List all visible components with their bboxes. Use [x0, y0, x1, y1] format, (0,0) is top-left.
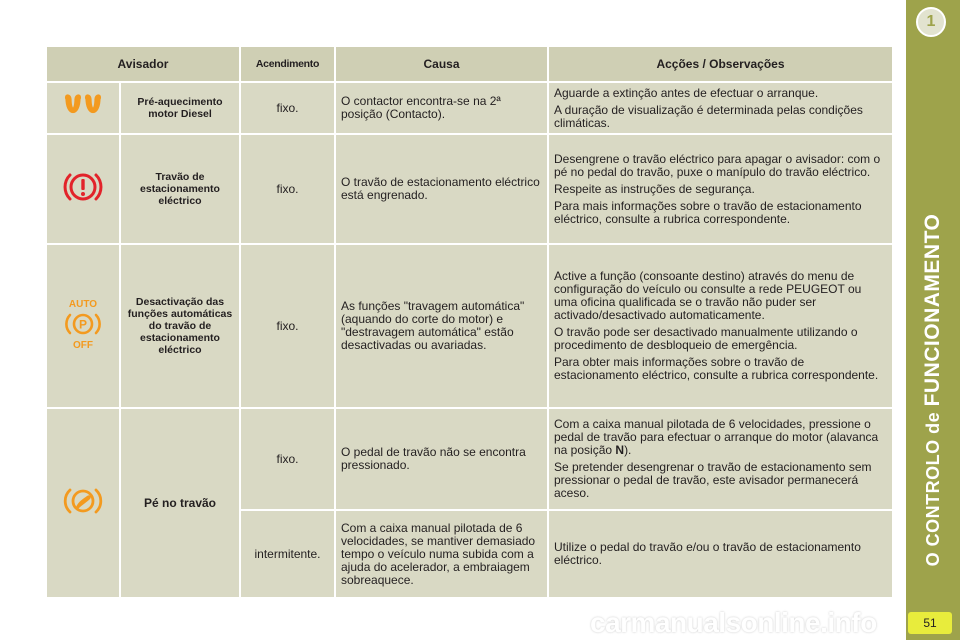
warning-name: Pé no travão	[120, 408, 240, 598]
table-row	[46, 244, 893, 408]
cause-text: As funções "travagem automática" (aquando do corte do motor) e "destravagem automática" estão desactivadas ou avariadas.	[335, 244, 548, 408]
header-lighting: Acendimento	[240, 46, 335, 82]
warning-name: Travão de estacionamento eléctrico	[120, 134, 240, 244]
cause-text: Com a caixa manual pilotada de 6 velocidades, se mantiver demasiado tempo o veículo numa subida com a ajuda do acelerador, a embraiagem sobreaquece.	[335, 510, 548, 598]
foot-on-brake-icon	[63, 486, 103, 516]
action-paragraph: Para mais informações sobre o travão de estacionamento eléctrico, consulte a rubrica correspondente.	[554, 198, 862, 226]
auto-p-off-icon	[62, 297, 104, 351]
lighting-state: fixo.	[240, 408, 335, 510]
action-paragraph: Se pretender desengrenar o travão de estacionamento sem pressionar o pedal de travão, este avisador permanecerá aceso.	[554, 460, 872, 500]
electric-parking-brake-icon	[63, 170, 103, 204]
watermark: carmanualsonline.info	[590, 607, 877, 638]
action-text: Com a caixa manual pilotada de 6 velocidades, pressione o pedal de travão para efectuar o arranque do motor (alavanca na posição	[554, 417, 879, 457]
actions-cell	[548, 510, 893, 598]
svg-text:P: P	[78, 317, 88, 331]
header-cause: Causa	[335, 46, 548, 82]
table-row	[46, 82, 893, 134]
icon-cell	[46, 134, 120, 244]
chapter-title	[921, 214, 945, 567]
action-paragraph: Active a função (consoante destino) através do menu de configuração do veículo ou consulte a rede PEUGEOT ou uma oficina qualificada se o travão não puder ser activado/desactivado automaticamente.	[554, 269, 862, 322]
chapter-title-prefix: O CONTROLO de	[923, 406, 943, 567]
warning-lights-table	[45, 45, 894, 599]
action-paragraph: Aguarde a extinção antes de efectuar o arranque.	[554, 85, 819, 100]
table-row	[46, 134, 893, 244]
cause-text: O contactor encontra-se na 2ª posição (Contacto).	[335, 82, 548, 134]
actions-cell	[548, 408, 893, 510]
action-paragraph: Respeite as instruções de segurança.	[554, 181, 755, 196]
gear-position-label: N	[615, 443, 625, 457]
action-paragraph: Desengrene o travão eléctrico para apagar o avisador: com o pé no pedal do travão, puxe o manípulo do travão eléctrico.	[554, 151, 881, 179]
lighting-state: fixo.	[240, 244, 335, 408]
action-paragraph: Para obter mais informações sobre o travão de estacionamento eléctrico, consulte a rubrica correspondente.	[554, 355, 879, 382]
action-paragraph	[554, 418, 886, 457]
lighting-state: fixo.	[240, 134, 335, 244]
action-paragraph: A duração de visualização é determinada pelas condições climáticas.	[554, 102, 863, 130]
cause-text: O pedal de travão não se encontra pressionado.	[335, 408, 548, 510]
page-number: 51	[908, 612, 952, 634]
table-header-row	[46, 46, 893, 82]
chapter-number-badge: 1	[916, 7, 946, 37]
header-warning: Avisador	[46, 46, 240, 82]
icon-cell	[46, 244, 120, 408]
header-actions: Acções / Observações	[548, 46, 893, 82]
table-row	[46, 408, 893, 510]
diesel-preheating-icon	[63, 94, 103, 118]
warning-name: Desactivação das funções automáticas do travão de estacionamento eléctrico	[120, 244, 240, 408]
cause-text: O travão de estacionamento eléctrico está engrenado.	[335, 134, 548, 244]
chapter-title-main: FUNCIONAMENTO	[921, 213, 944, 407]
icon-label-bottom: OFF	[73, 339, 93, 351]
action-paragraph: O travão pode ser desactivado manualmente utilizando o procedimento de desbloqueio de emergência.	[554, 325, 858, 352]
actions-cell	[548, 134, 893, 244]
warning-name: Pré-aquecimento motor Diesel	[120, 82, 240, 134]
lighting-state: intermitente.	[240, 510, 335, 598]
actions-cell	[548, 82, 893, 134]
action-text: ).	[624, 443, 632, 457]
icon-cell	[46, 82, 120, 134]
lighting-state: fixo.	[240, 82, 335, 134]
icon-cell	[46, 408, 120, 598]
icon-label-top: AUTO	[68, 298, 98, 310]
actions-cell	[548, 244, 893, 408]
action-paragraph: Utilize o pedal do travão e/ou o travão de estacionamento eléctrico.	[554, 540, 861, 567]
